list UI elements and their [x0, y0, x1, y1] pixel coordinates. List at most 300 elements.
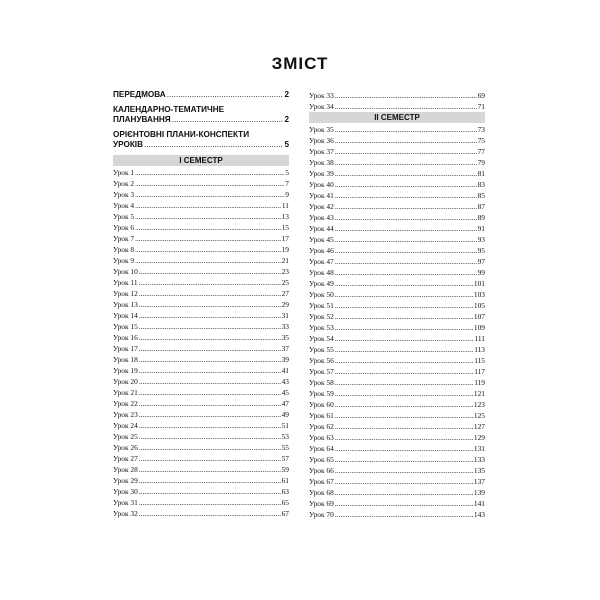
- page-number: 115: [474, 356, 485, 365]
- page-number: 51: [281, 421, 289, 430]
- lesson-entry[interactable]: [113, 255, 289, 266]
- lesson-entry[interactable]: [309, 377, 485, 388]
- lesson-label: Урок 13: [113, 300, 138, 309]
- dot-leader: [135, 178, 284, 189]
- lesson-entry[interactable]: [113, 266, 289, 277]
- dot-leader: [335, 410, 473, 421]
- lesson-entry[interactable]: [113, 486, 289, 497]
- lesson-label: Урок 56: [309, 356, 334, 365]
- lesson-entry[interactable]: [309, 322, 485, 333]
- lesson-entry[interactable]: [113, 354, 289, 365]
- page-number: 9: [285, 190, 289, 199]
- lesson-entry[interactable]: [113, 233, 289, 244]
- lesson-entry[interactable]: [309, 168, 485, 179]
- dot-leader: [139, 431, 281, 442]
- lesson-entry[interactable]: [309, 454, 485, 465]
- page-number: 39: [281, 355, 289, 364]
- dot-leader: [167, 90, 284, 100]
- toc-right-column: [309, 90, 485, 520]
- lesson-entry[interactable]: [113, 464, 289, 475]
- dot-leader: [135, 211, 281, 222]
- page-number: 107: [473, 312, 485, 321]
- lesson-label: Урок 6: [113, 223, 135, 232]
- semester-2-header: ІІ СЕМЕСТР: [309, 112, 485, 123]
- dot-leader: [335, 443, 473, 454]
- page-number: 81: [477, 169, 485, 178]
- lesson-entry[interactable]: [309, 366, 485, 377]
- lesson-label: Урок 54: [309, 334, 334, 343]
- dot-leader: [139, 508, 281, 519]
- page-number: 43: [281, 377, 289, 386]
- lesson-label: Урок 18: [113, 355, 138, 364]
- lesson-entry[interactable]: [309, 311, 485, 322]
- page-number: 101: [473, 279, 485, 288]
- semester-1-header: І СЕМЕСТР: [113, 155, 289, 166]
- page-number: 65: [281, 498, 289, 507]
- page-number: 15: [281, 223, 289, 232]
- page-number: 55: [281, 443, 289, 452]
- lesson-entry[interactable]: [113, 321, 289, 332]
- page-number: 11: [281, 201, 289, 210]
- lesson-label: Урок 47: [309, 257, 334, 266]
- dot-leader: [335, 355, 473, 366]
- lesson-label: Урок 49: [309, 279, 334, 288]
- lesson-entry[interactable]: [113, 288, 289, 299]
- lesson-entry[interactable]: [309, 124, 485, 135]
- page-number: 83: [477, 180, 485, 189]
- page-number: 125: [473, 411, 485, 420]
- dot-leader: [335, 101, 477, 112]
- page-number: 45: [281, 388, 289, 397]
- page-number: 31: [281, 311, 289, 320]
- dot-leader: [335, 421, 473, 432]
- dot-leader: [139, 354, 281, 365]
- page-number: 2: [284, 115, 289, 124]
- page-number: 109: [473, 323, 485, 332]
- page-number: 111: [474, 334, 485, 343]
- lesson-label: Урок 69: [309, 499, 334, 508]
- lesson-entry[interactable]: [113, 398, 289, 409]
- page-title: ЗМІСТ: [271, 54, 329, 73]
- toc-section-preface[interactable]: [113, 90, 289, 100]
- lesson-label: Урок 45: [309, 235, 334, 244]
- dot-leader: [335, 432, 473, 443]
- lesson-label: Урок 32: [113, 509, 138, 518]
- dot-leader: [335, 256, 477, 267]
- lesson-list-semester-1: [113, 167, 289, 519]
- lesson-entry[interactable]: [309, 498, 485, 509]
- dot-leader: [135, 233, 281, 244]
- page-number: 25: [281, 278, 289, 287]
- toc-left-column: [113, 90, 289, 519]
- lesson-entry[interactable]: [113, 332, 289, 343]
- lesson-label: Урок 68: [309, 488, 334, 497]
- lesson-label: Урок 25: [113, 432, 138, 441]
- lesson-entry[interactable]: [113, 299, 289, 310]
- lesson-label: Урок 28: [113, 465, 138, 474]
- lesson-label: Урок 46: [309, 246, 334, 255]
- dot-leader: [335, 377, 473, 388]
- dot-leader: [335, 90, 477, 101]
- lesson-entry[interactable]: [309, 333, 485, 344]
- dot-leader: [139, 365, 281, 376]
- lesson-entry[interactable]: [309, 487, 485, 498]
- page-number: 2: [284, 90, 289, 99]
- lesson-label: Урок 55: [309, 345, 334, 354]
- lesson-label: Урок 43: [309, 213, 334, 222]
- lesson-label: Урок 5: [113, 212, 135, 221]
- lesson-entry[interactable]: [113, 431, 289, 442]
- dot-leader: [335, 267, 477, 278]
- dot-leader: [335, 311, 473, 322]
- page-number: 93: [477, 235, 485, 244]
- dot-leader: [135, 255, 281, 266]
- lesson-entry[interactable]: [309, 256, 485, 267]
- lesson-label: Урок 9: [113, 256, 135, 265]
- lesson-label: Урок 12: [113, 289, 138, 298]
- lesson-label: Урок 60: [309, 400, 334, 409]
- lesson-label: Урок 40: [309, 180, 334, 189]
- lesson-entry[interactable]: [309, 135, 485, 146]
- dot-leader: [335, 179, 477, 190]
- lesson-entry[interactable]: [113, 387, 289, 398]
- lesson-entry[interactable]: [309, 267, 485, 278]
- page-number: 7: [285, 179, 289, 188]
- page-number: 17: [281, 234, 289, 243]
- dot-leader: [139, 464, 281, 475]
- page-number: 63: [281, 487, 289, 496]
- lesson-label: Урок 67: [309, 477, 334, 486]
- lesson-entry[interactable]: [309, 278, 485, 289]
- dot-leader: [135, 222, 281, 233]
- lesson-label: Урок 63: [309, 433, 334, 442]
- lesson-label: Урок 21: [113, 388, 138, 397]
- page-number: 29: [281, 300, 289, 309]
- lesson-entry[interactable]: [309, 212, 485, 223]
- lesson-entry[interactable]: [113, 277, 289, 288]
- page-number: 103: [473, 290, 485, 299]
- lesson-label: Урок 1: [113, 168, 135, 177]
- lesson-entry[interactable]: [113, 409, 289, 420]
- dot-leader: [139, 453, 281, 464]
- dot-leader: [139, 277, 281, 288]
- dot-leader: [135, 189, 284, 200]
- lesson-label: Урок 2: [113, 179, 135, 188]
- page-number: 79: [477, 158, 485, 167]
- lesson-label: Урок 66: [309, 466, 334, 475]
- page-number: 49: [281, 410, 289, 419]
- lesson-entry[interactable]: [113, 475, 289, 486]
- page-number: 27: [281, 289, 289, 298]
- dot-leader: [135, 200, 281, 211]
- dot-leader: [139, 299, 281, 310]
- page-number: 139: [473, 488, 485, 497]
- lesson-entry[interactable]: [309, 245, 485, 256]
- page-number: 67: [281, 509, 289, 518]
- lesson-label: Урок 31: [113, 498, 138, 507]
- lesson-label: Урок 62: [309, 422, 334, 431]
- toc-section-calendar-planning[interactable]: [113, 105, 289, 125]
- section-title: ПЕРЕДМОВА: [113, 90, 166, 99]
- dot-leader: [335, 344, 473, 355]
- dot-leader: [335, 333, 474, 344]
- lesson-label: Урок 44: [309, 224, 334, 233]
- page-number: 41: [281, 366, 289, 375]
- lesson-entry[interactable]: [113, 508, 289, 519]
- dot-leader: [335, 454, 473, 465]
- page-number: 23: [281, 267, 289, 276]
- lesson-label: Урок 58: [309, 378, 334, 387]
- page-number: 123: [473, 400, 485, 409]
- lesson-label: Урок 10: [113, 267, 138, 276]
- dot-leader: [139, 332, 281, 343]
- lesson-label: Урок 30: [113, 487, 138, 496]
- lesson-label: Урок 38: [309, 158, 334, 167]
- lesson-entry[interactable]: [309, 432, 485, 443]
- lesson-entry[interactable]: [309, 344, 485, 355]
- lesson-label: Урок 16: [113, 333, 138, 342]
- lesson-label: Урок 11: [113, 278, 138, 287]
- dot-leader: [139, 266, 281, 277]
- lesson-label: Урок 48: [309, 268, 334, 277]
- lesson-entry[interactable]: [113, 497, 289, 508]
- page-number: 71: [477, 102, 485, 111]
- dot-leader: [335, 366, 473, 377]
- lesson-label: Урок 52: [309, 312, 334, 321]
- dot-leader: [139, 497, 281, 508]
- dot-leader: [335, 146, 477, 157]
- lesson-entry[interactable]: [309, 234, 485, 245]
- dot-leader: [139, 376, 281, 387]
- lesson-label: Урок 19: [113, 366, 138, 375]
- lesson-entry[interactable]: [309, 201, 485, 212]
- lesson-list-semester-2: [309, 124, 485, 520]
- dot-leader: [335, 487, 473, 498]
- lesson-label: Урок 61: [309, 411, 334, 420]
- dot-leader: [144, 140, 283, 150]
- dot-leader: [139, 398, 281, 409]
- lesson-label: Урок 64: [309, 444, 334, 453]
- page-number: 69: [477, 91, 485, 100]
- dot-leader: [335, 245, 477, 256]
- page-number: 133: [473, 455, 485, 464]
- dot-leader: [335, 212, 477, 223]
- dot-leader: [139, 343, 281, 354]
- lesson-entry[interactable]: [309, 388, 485, 399]
- page-number: 105: [473, 301, 485, 310]
- section-title-line-2: ПЛАНУВАННЯ: [113, 115, 171, 124]
- lesson-entry[interactable]: [309, 101, 485, 112]
- lesson-entry[interactable]: [309, 476, 485, 487]
- lesson-label: Урок 59: [309, 389, 334, 398]
- page-number: 131: [473, 444, 485, 453]
- dot-leader: [335, 399, 473, 410]
- lesson-entry[interactable]: [113, 310, 289, 321]
- page-number: 5: [284, 140, 289, 149]
- dot-leader: [335, 135, 477, 146]
- page-number: 91: [477, 224, 485, 233]
- lesson-entry[interactable]: [113, 200, 289, 211]
- section-title-line-2: УРОКІВ: [113, 140, 143, 149]
- page-number: 33: [281, 322, 289, 331]
- page-number: 141: [473, 499, 485, 508]
- lesson-label: Урок 33: [309, 91, 334, 100]
- dot-leader: [335, 289, 473, 300]
- lesson-entry[interactable]: [113, 376, 289, 387]
- lesson-entry[interactable]: [309, 146, 485, 157]
- lesson-label: Урок 37: [309, 147, 334, 156]
- lesson-entry[interactable]: [113, 365, 289, 376]
- lesson-entry[interactable]: [309, 300, 485, 311]
- page-number: 119: [474, 378, 485, 387]
- toc-section-lesson-plans[interactable]: [113, 130, 289, 150]
- page-number: 135: [473, 466, 485, 475]
- dot-leader: [335, 124, 477, 135]
- lesson-label: Урок 70: [309, 510, 334, 519]
- lesson-list-semester-1-continued: [309, 90, 485, 112]
- lesson-entry[interactable]: [309, 443, 485, 454]
- dot-leader: [139, 387, 281, 398]
- lesson-label: Урок 15: [113, 322, 138, 331]
- lesson-label: Урок 27: [113, 454, 138, 463]
- lesson-label: Урок 29: [113, 476, 138, 485]
- lesson-entry[interactable]: [309, 465, 485, 476]
- dot-leader: [335, 322, 473, 333]
- dot-leader: [335, 201, 477, 212]
- lesson-entry[interactable]: [309, 157, 485, 168]
- lesson-label: Урок 39: [309, 169, 334, 178]
- lesson-entry[interactable]: [309, 90, 485, 101]
- page-number: 77: [477, 147, 485, 156]
- lesson-label: Урок 4: [113, 201, 135, 210]
- dot-leader: [139, 420, 281, 431]
- lesson-label: Урок 26: [113, 443, 138, 452]
- dot-leader: [139, 310, 281, 321]
- page-number: 75: [477, 136, 485, 145]
- page-number: 85: [477, 191, 485, 200]
- page-number: 97: [477, 257, 485, 266]
- dot-leader: [335, 509, 473, 520]
- page-number: 5: [285, 168, 289, 177]
- lesson-entry[interactable]: [113, 178, 289, 189]
- lesson-label: Урок 24: [113, 421, 138, 430]
- page-number: 57: [281, 454, 289, 463]
- lesson-label: Урок 42: [309, 202, 334, 211]
- lesson-entry[interactable]: [113, 453, 289, 464]
- dot-leader: [335, 300, 473, 311]
- dot-leader: [139, 288, 281, 299]
- dot-leader: [335, 278, 473, 289]
- lesson-entry[interactable]: [113, 343, 289, 354]
- dot-leader: [335, 234, 477, 245]
- lesson-label: Урок 41: [309, 191, 334, 200]
- page-number: 61: [281, 476, 289, 485]
- lesson-entry[interactable]: [309, 179, 485, 190]
- lesson-label: Урок 17: [113, 344, 138, 353]
- lesson-label: Урок 20: [113, 377, 138, 386]
- lesson-entry[interactable]: [309, 355, 485, 366]
- lesson-label: Урок 36: [309, 136, 334, 145]
- page-number: 143: [473, 510, 485, 519]
- dot-leader: [139, 475, 281, 486]
- lesson-entry[interactable]: [309, 223, 485, 234]
- section-title-line-1: ОРІЄНТОВНІ ПЛАНИ-КОНСПЕКТИ: [113, 130, 250, 139]
- lesson-label: Урок 23: [113, 410, 138, 419]
- dot-leader: [335, 223, 477, 234]
- dot-leader: [139, 442, 281, 453]
- dot-leader: [335, 157, 477, 168]
- lesson-label: Урок 65: [309, 455, 334, 464]
- page-number: 121: [473, 389, 485, 398]
- lesson-label: Урок 50: [309, 290, 334, 299]
- lesson-entry[interactable]: [113, 222, 289, 233]
- lesson-label: Урок 8: [113, 245, 135, 254]
- lesson-entry[interactable]: [113, 189, 289, 200]
- lesson-entry[interactable]: [309, 399, 485, 410]
- page-number: 87: [477, 202, 485, 211]
- lesson-label: Урок 53: [309, 323, 334, 332]
- lesson-entry[interactable]: [113, 442, 289, 453]
- dot-leader: [335, 476, 473, 487]
- dot-leader: [135, 244, 281, 255]
- dot-leader: [139, 321, 281, 332]
- lesson-entry[interactable]: [113, 211, 289, 222]
- dot-leader: [172, 115, 284, 125]
- page-number: 53: [281, 432, 289, 441]
- page-number: 127: [473, 422, 485, 431]
- lesson-label: Урок 57: [309, 367, 334, 376]
- page-number: 113: [474, 345, 485, 354]
- lesson-label: Урок 3: [113, 190, 135, 199]
- page-number: 19: [281, 245, 289, 254]
- lesson-label: Урок 22: [113, 399, 138, 408]
- page-number: 99: [477, 268, 485, 277]
- section-title-line-1: КАЛЕНДАРНО-ТЕМАТИЧНЕ: [113, 105, 225, 114]
- dot-leader: [335, 168, 477, 179]
- page-number: 137: [473, 477, 485, 486]
- lesson-label: Урок 35: [309, 125, 334, 134]
- lesson-entry[interactable]: [309, 190, 485, 201]
- dot-leader: [335, 498, 473, 509]
- lesson-entry[interactable]: [113, 420, 289, 431]
- page-number: 95: [477, 246, 485, 255]
- page-number: 73: [477, 125, 485, 134]
- lesson-label: Урок 7: [113, 234, 135, 243]
- dot-leader: [139, 409, 281, 420]
- page-number: 129: [473, 433, 485, 442]
- dot-leader: [135, 167, 284, 178]
- dot-leader: [335, 465, 473, 476]
- lesson-entry[interactable]: [309, 421, 485, 432]
- lesson-entry[interactable]: [113, 167, 289, 178]
- page-number: 21: [281, 256, 289, 265]
- page-number: 13: [281, 212, 289, 221]
- page-number: 117: [474, 367, 485, 376]
- lesson-entry[interactable]: [309, 289, 485, 300]
- lesson-entry[interactable]: [113, 244, 289, 255]
- lesson-label: Урок 34: [309, 102, 334, 111]
- dot-leader: [139, 486, 281, 497]
- page-number: 47: [281, 399, 289, 408]
- dot-leader: [335, 190, 477, 201]
- page-number: 35: [281, 333, 289, 342]
- page-number: 37: [281, 344, 289, 353]
- page-number: 89: [477, 213, 485, 222]
- dot-leader: [335, 388, 473, 399]
- lesson-entry[interactable]: [309, 410, 485, 421]
- lesson-label: Урок 51: [309, 301, 334, 310]
- lesson-entry[interactable]: [309, 509, 485, 520]
